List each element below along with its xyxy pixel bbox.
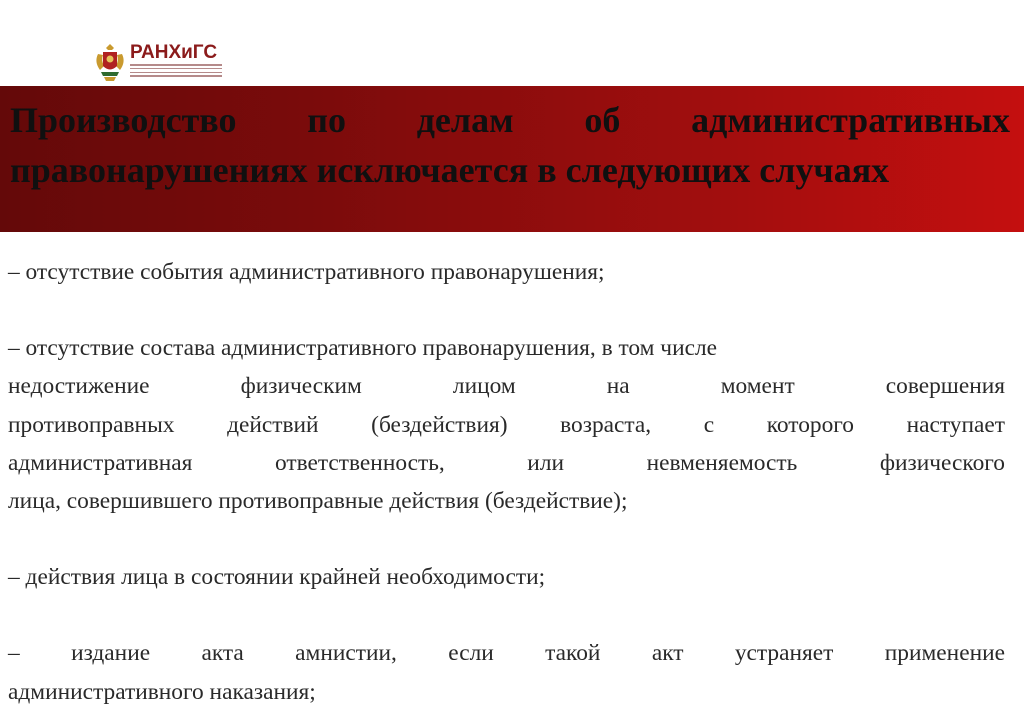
item-line: противоправных действий (бездействия) возраста, с которого наступает [8,411,1005,438]
page-title-line2: правонарушениях исключается в следующих случаях [10,150,890,190]
content-list [8,253,1005,711]
item-line: – отсутствие события административного правонарушения; [8,259,605,285]
list-item [8,329,1005,520]
item-line: административного наказания; [8,678,316,705]
item-line: – отсутствие состава административного правонарушения, в том числе [8,335,718,362]
list-item [8,634,1005,710]
page-title [10,95,1010,195]
logo-name: РАНХиГС [130,42,218,63]
item-line: – действия лица в состоянии крайней необходимости; [8,564,546,591]
item-line: – издание акта амнистии, если такой акт устраняет применение [8,640,1005,667]
item-line: недостижение физическим лицом на момент совершения [8,373,1005,400]
coat-of-arms-icon [92,40,128,84]
list-item [8,558,1005,596]
item-line: лица, совершившего противоправные действия (бездействие); [8,488,628,515]
ranepa-logo [92,40,232,84]
page-title-line1: Производство по делам об административных [10,100,1010,140]
logo-subtitle-lines [130,64,222,80]
item-line: административная ответственность, или невменяемость физического [8,449,1005,476]
list-item [8,253,1005,291]
